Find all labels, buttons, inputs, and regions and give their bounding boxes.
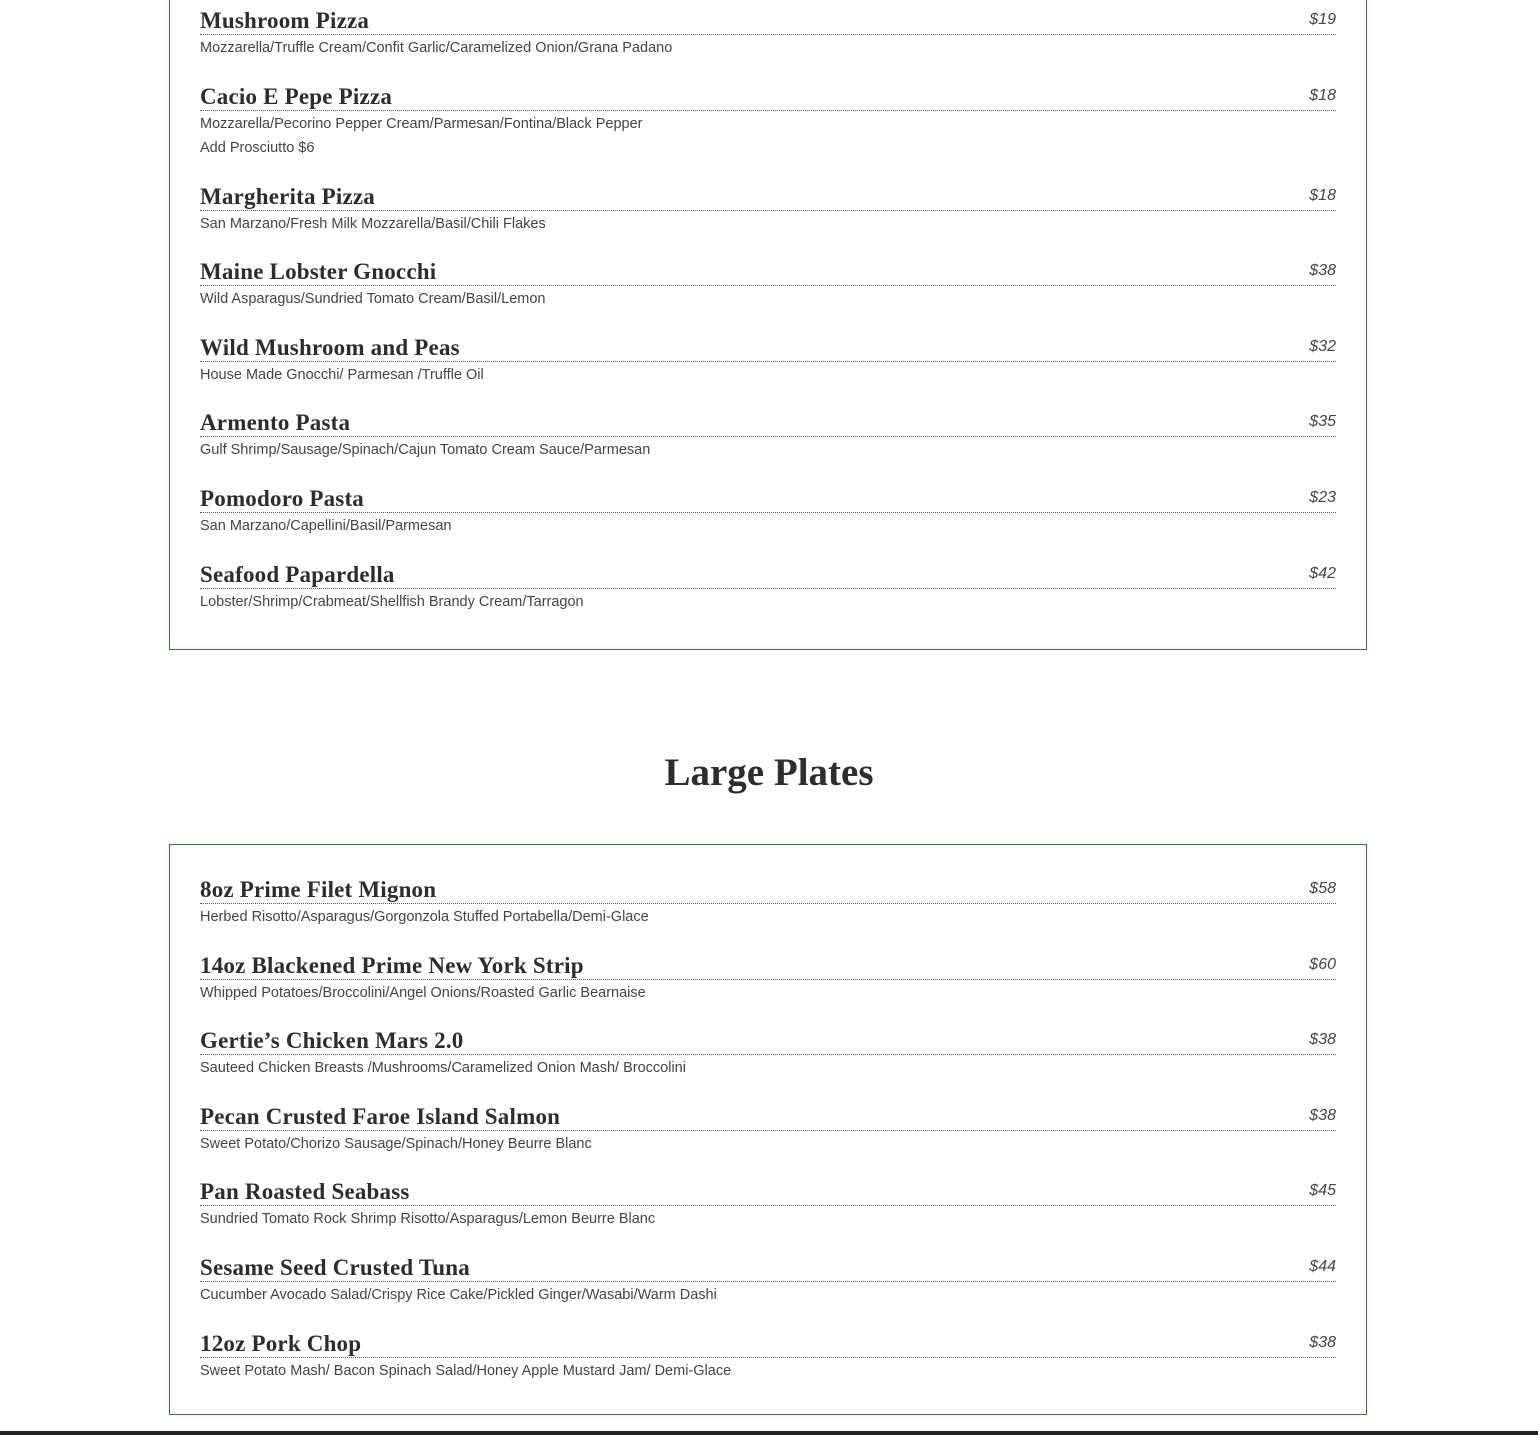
menu-item xyxy=(200,333,1336,409)
menu-item xyxy=(200,1102,1336,1178)
menu-item-header xyxy=(200,408,1336,437)
menu-item-description: San Marzano/Capellini/Basil/Parmesan xyxy=(200,517,452,534)
menu-item-description: Mozzarella/Pecorino Pepper Cream/Parmesan/Fontina/Black Pepper xyxy=(200,115,643,132)
menu-item-price: $18 xyxy=(1309,86,1336,104)
menu-item-name: Mushroom Pizza xyxy=(200,8,370,33)
menu-item-header xyxy=(200,1026,1336,1055)
menu-item xyxy=(200,82,1336,182)
menu-item-header xyxy=(200,875,1336,904)
menu-item-description: House Made Gnocchi/ Parmesan /Truffle Oil xyxy=(200,366,484,383)
menu-item xyxy=(200,182,1336,258)
menu-item-name: Wild Mushroom and Peas xyxy=(200,334,460,360)
menu-item-price: $42 xyxy=(1309,564,1336,582)
menu-item-description: Sweet Potato Mash/ Bacon Spinach Salad/Honey Apple Mustard Jam/ Demi-Glace xyxy=(200,1362,732,1379)
menu-item-description: Sauteed Chicken Breasts /Mushrooms/Caramelized Onion Mash/ Broccolini xyxy=(200,1060,686,1077)
menu-item-description: Lobster/Shrimp/Crabmeat/Shellfish Brandy Cream/Tarragon xyxy=(200,593,584,610)
menu-item-name: Cacio E Pepe Pizza xyxy=(200,83,393,109)
menu-item-description: Whipped Potatoes/Broccolini/Angel Onions/Roasted Garlic Bearnaise xyxy=(200,984,646,1001)
menu-item xyxy=(200,951,1336,1027)
menu-item-name: 14oz Blackened Prime New York Strip xyxy=(200,952,584,978)
menu-item-name: Pecan Crusted Faroe Island Salmon xyxy=(200,1103,561,1129)
menu-item xyxy=(200,408,1336,484)
menu-item-price: $23 xyxy=(1309,488,1336,506)
menu-item-name: Margherita Pizza xyxy=(200,183,375,209)
menu-section-pizza-pasta xyxy=(169,0,1367,650)
menu-item xyxy=(200,1329,1336,1405)
menu-item-list xyxy=(200,875,1336,1404)
footer-divider xyxy=(0,1431,1538,1435)
menu-item xyxy=(200,1253,1336,1329)
menu-item-name: Gertie’s Chicken Mars 2.0 xyxy=(200,1028,464,1054)
menu-item-description: Cucumber Avocado Salad/Crispy Rice Cake/Pickled Ginger/Wasabi/Warm Dashi xyxy=(200,1286,717,1303)
menu-item-description: Sweet Potato/Chorizo Sausage/Spinach/Honey Beurre Blanc xyxy=(200,1135,592,1152)
menu-item-description: Herbed Risotto/Asparagus/Gorgonzola Stuffed Portabella/Demi-Glace xyxy=(200,909,649,925)
menu-item-description: San Marzano/Fresh Milk Mozzarella/Basil/Chili Flakes xyxy=(200,215,546,232)
menu-item-price: $38 xyxy=(1309,262,1336,280)
menu-item-header xyxy=(200,560,1336,589)
menu-item-header xyxy=(200,484,1336,513)
menu-item-name: Pomodoro Pasta xyxy=(200,485,365,511)
menu-item-header xyxy=(200,333,1336,362)
menu-item-price: $18 xyxy=(1309,186,1336,204)
menu-item-price: $58 xyxy=(1309,880,1336,897)
menu-section-large-plates xyxy=(169,844,1367,1415)
menu-item-price: $19 xyxy=(1309,11,1336,28)
menu-item-price: $44 xyxy=(1309,1257,1336,1275)
menu-item xyxy=(200,1026,1336,1102)
menu-item-name: Armento Pasta xyxy=(200,410,351,436)
menu-item-description: Sundried Tomato Rock Shrimp Risotto/Asparagus/Lemon Beurre Blanc xyxy=(200,1211,656,1228)
menu-item-name: 12oz Pork Chop xyxy=(200,1330,362,1356)
menu-item-price: $35 xyxy=(1309,413,1336,431)
menu-item-header xyxy=(200,1102,1336,1131)
menu-item-header xyxy=(200,1329,1336,1358)
menu-item xyxy=(200,484,1336,560)
menu-item-price: $38 xyxy=(1309,1106,1336,1124)
menu-item-description: Mozzarella/Truffle Cream/Confit Garlic/Caramelized Onion/Grana Padano xyxy=(200,40,673,56)
menu-item-name: Seafood Papardella xyxy=(200,561,395,587)
menu-item-description: Gulf Shrimp/Sausage/Spinach/Cajun Tomato Cream Sauce/Parmesan xyxy=(200,442,651,459)
menu-item xyxy=(200,560,1336,636)
menu-item-header xyxy=(200,1253,1336,1282)
menu-item-list xyxy=(200,6,1336,635)
menu-item-header xyxy=(200,257,1336,286)
menu-item xyxy=(200,6,1336,82)
menu-item-header xyxy=(200,6,1336,35)
menu-item-header xyxy=(200,951,1336,980)
menu-item-header xyxy=(200,82,1336,111)
menu-item-name: Maine Lobster Gnocchi xyxy=(200,259,437,285)
menu-item-addon: Add Prosciutto $6 xyxy=(200,139,315,156)
menu-item-price: $38 xyxy=(1309,1031,1336,1049)
menu-item-header xyxy=(200,1177,1336,1206)
menu-item-name: Pan Roasted Seabass xyxy=(200,1179,410,1205)
menu-item xyxy=(200,257,1336,333)
menu-item-price: $45 xyxy=(1309,1182,1336,1200)
menu-item-price: $60 xyxy=(1309,955,1336,973)
menu-item-price: $32 xyxy=(1309,337,1336,355)
menu-item xyxy=(200,875,1336,951)
menu-item-header xyxy=(200,182,1336,211)
menu-item-name: Sesame Seed Crusted Tuna xyxy=(200,1254,470,1280)
menu-item xyxy=(200,1177,1336,1253)
menu-item-description: Wild Asparagus/Sundried Tomato Cream/Basil/Lemon xyxy=(200,291,546,308)
menu-item-name: 8oz Prime Filet Mignon xyxy=(200,877,437,902)
section-heading-large-plates: Large Plates xyxy=(664,751,874,794)
menu-item-price: $38 xyxy=(1309,1333,1336,1351)
